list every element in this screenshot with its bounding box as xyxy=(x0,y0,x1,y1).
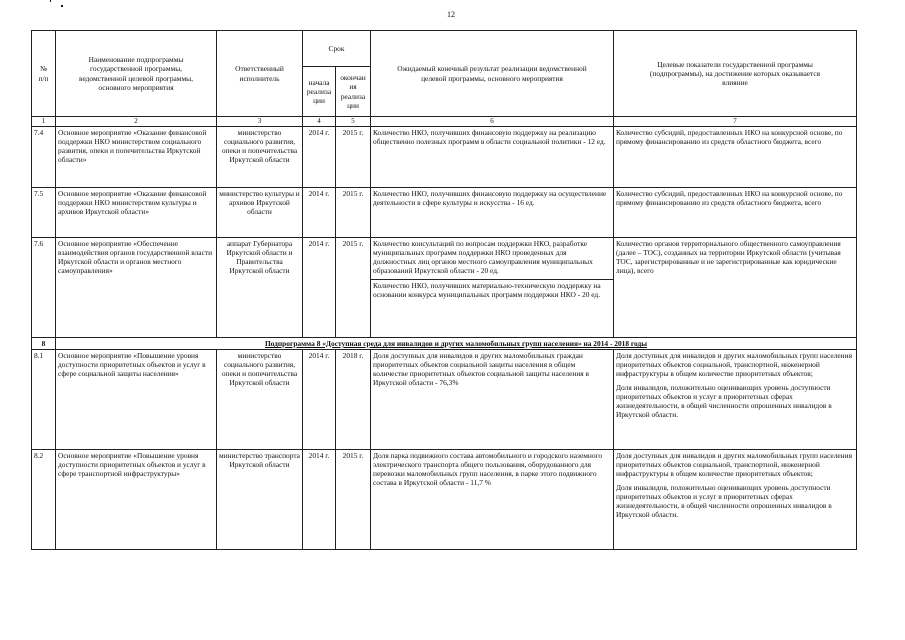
row-result: Доля парка подвижного состава автомобильного и городского наземного электрического транспорта общего пользования, оборудованного для перевозки маломобильных групп населения, в парке этого подвижного состава в Иркутской области - 11,7 % xyxy=(371,450,614,550)
row-start: 2014 г. xyxy=(303,127,336,188)
row-executor: аппарат Губернатора Иркутской области и Правительства Иркутской области xyxy=(217,238,303,338)
column-number: 2 xyxy=(56,117,217,127)
row-indicator: Количество субсидий, предоставленных НКО на конкурсной основе, по прямому финансированию из средств областного бюджета, всего xyxy=(614,127,857,188)
table-header-row xyxy=(32,31,857,67)
scan-speck xyxy=(50,0,51,2)
header-executor: Ответственный исполнитель xyxy=(217,31,303,117)
row-indicator: Количество органов территориального общественного самоуправления (далее – ТОС), созданных на территории Иркутской области (учитывая ТОС, зарегистрированные и не зарегистрированные как юридические лица), всего xyxy=(614,238,857,338)
result-text: Количество консультаций по вопросам поддержки НКО, разработке муниципальных программ поддержки НКО проведенных для должностных лиц органов местного самоуправления муниципальных образований Иркутской области - 20 ед. xyxy=(373,239,593,276)
row-name: Основное мероприятие «Обеспечение взаимодействия органов государственной власти Иркутской области и органов местного самоуправления» xyxy=(56,238,217,338)
row-end: 2015 г. xyxy=(336,238,371,338)
column-number: 7 xyxy=(614,117,857,127)
row-result: Количество НКО, получивших финансовую поддержку на осуществление деятельности в сфере культуры и искусства - 16 ед. xyxy=(371,188,614,238)
row-start: 2014 г. xyxy=(303,238,336,338)
row-num: 8.1 xyxy=(32,350,56,450)
row-start: 2014 г. xyxy=(303,188,336,238)
column-number: 4 xyxy=(303,117,336,127)
column-number: 6 xyxy=(371,117,614,127)
row-executor: министерство социального развития, опеки и попечительства Иркутской области xyxy=(217,127,303,188)
page-number: 12 xyxy=(447,10,455,19)
row-indicator: Количество субсидий, предоставленных НКО на конкурсной основе, по прямому финансированию из средств областного бюджета, всего xyxy=(614,188,857,238)
header-indicators: Целевые показатели государственной программы (подпрограммы), на достижение которых оказывается влияние xyxy=(614,31,857,117)
row-num: 7.5 xyxy=(32,188,56,238)
table-row xyxy=(32,350,857,450)
result-extra-text: Количество НКО, получивших материально-техническую поддержку на основании конкурса муниципальных программ поддержки НКО - 20 ед. xyxy=(371,279,613,299)
indicator-text: Доля доступных для инвалидов и других маломобильных групп населения приоритетных объектов социальной, транспортной, инженерной инфраструктуры в общем количестве приоритетных объектов; xyxy=(616,451,852,479)
header-term: Срок xyxy=(303,31,371,67)
row-result: Доля доступных для инвалидов и других маломобильных граждан приоритетных объектов социальной защиты населения в общем количестве приоритетных объектов социальной защиты населения в Иркутской области - 76,3% xyxy=(371,350,614,450)
section-row xyxy=(32,338,857,350)
row-indicator xyxy=(614,350,857,450)
header-end: окончан ия реализа ции xyxy=(336,67,371,117)
header-name: Наименование подпрограммы государственной программы, ведомственной целевой программы, основного мероприятия xyxy=(56,31,217,117)
header-start: начала реализа ции xyxy=(303,67,336,117)
row-end: 2018 г. xyxy=(336,350,371,450)
row-executor: министерство социального развития, опеки и попечительства Иркутской области xyxy=(217,350,303,450)
row-result xyxy=(371,238,614,338)
row-name: Основное мероприятие «Повышение уровня доступности приоритетных объектов и услуг в сфере социальной защиты населения» xyxy=(56,350,217,450)
row-end: 2015 г. xyxy=(336,450,371,550)
column-number: 3 xyxy=(217,117,303,127)
indicator-text: Доля доступных для инвалидов и других маломобильных групп населения приоритетных объектов социальной, транспортной, инженерной инфраструктуры в общем количестве приоритетных объектов; xyxy=(616,351,852,379)
column-number: 1 xyxy=(32,117,56,127)
section-num: 8 xyxy=(32,338,56,350)
row-executor: министерство транспорта Иркутской области xyxy=(217,450,303,550)
row-start: 2014 г. xyxy=(303,450,336,550)
row-result: Количество НКО, получивших финансовую поддержку на реализацию общественно полезных программ в области социальной политики - 12 ед. xyxy=(371,127,614,188)
indicator-text: Доля инвалидов, положительно оценивающих уровень доступности приоритетных объектов и услуг в приоритетных сферах жизнедеятельности, в общей численности опрошенных инвалидов в Иркутской области. xyxy=(616,483,832,520)
table-row xyxy=(32,450,857,550)
row-name: Основное мероприятие «Повышение уровня доступности приоритетных объектов и услуг в сфере транспортной инфраструктуры» xyxy=(56,450,217,550)
program-table xyxy=(31,30,857,550)
row-indicator xyxy=(614,450,857,550)
row-num: 7.6 xyxy=(32,238,56,338)
row-executor: министерство культуры и архивов Иркутской области xyxy=(217,188,303,238)
header-result: Ожидаемый конечный результат реализации ведомственной целевой программы, основного мероприятия xyxy=(371,31,614,117)
scan-speck xyxy=(61,5,63,7)
table-row xyxy=(32,238,857,338)
row-num: 8.2 xyxy=(32,450,56,550)
table-row xyxy=(32,127,857,188)
column-number: 5 xyxy=(336,117,371,127)
row-end: 2015 г. xyxy=(336,188,371,238)
row-name: Основное мероприятие «Оказание финансовой поддержки НКО министерством социального развития, опеки и попечительства Иркутской области» xyxy=(56,127,217,188)
table-row xyxy=(32,188,857,238)
row-name: Основное мероприятие «Оказание финансовой поддержки НКО министерством культуры и архивов Иркутской области» xyxy=(56,188,217,238)
column-numbers-row xyxy=(32,117,857,127)
indicator-text: Доля инвалидов, положительно оценивающих уровень доступности приоритетных объектов и услуг в приоритетных сферах жизнедеятельности, в общей численности опрошенных инвалидов в Иркутской области. xyxy=(616,383,832,420)
row-start: 2014 г. xyxy=(303,350,336,450)
row-end: 2015 г. xyxy=(336,127,371,188)
header-num: № п/п xyxy=(32,31,56,117)
section-title: Подпрограмма 8 «Доступная среда для инвалидов и других маломобильных групп населения» на 2014 - 2018 годы xyxy=(56,338,857,350)
row-num: 7.4 xyxy=(32,127,56,188)
